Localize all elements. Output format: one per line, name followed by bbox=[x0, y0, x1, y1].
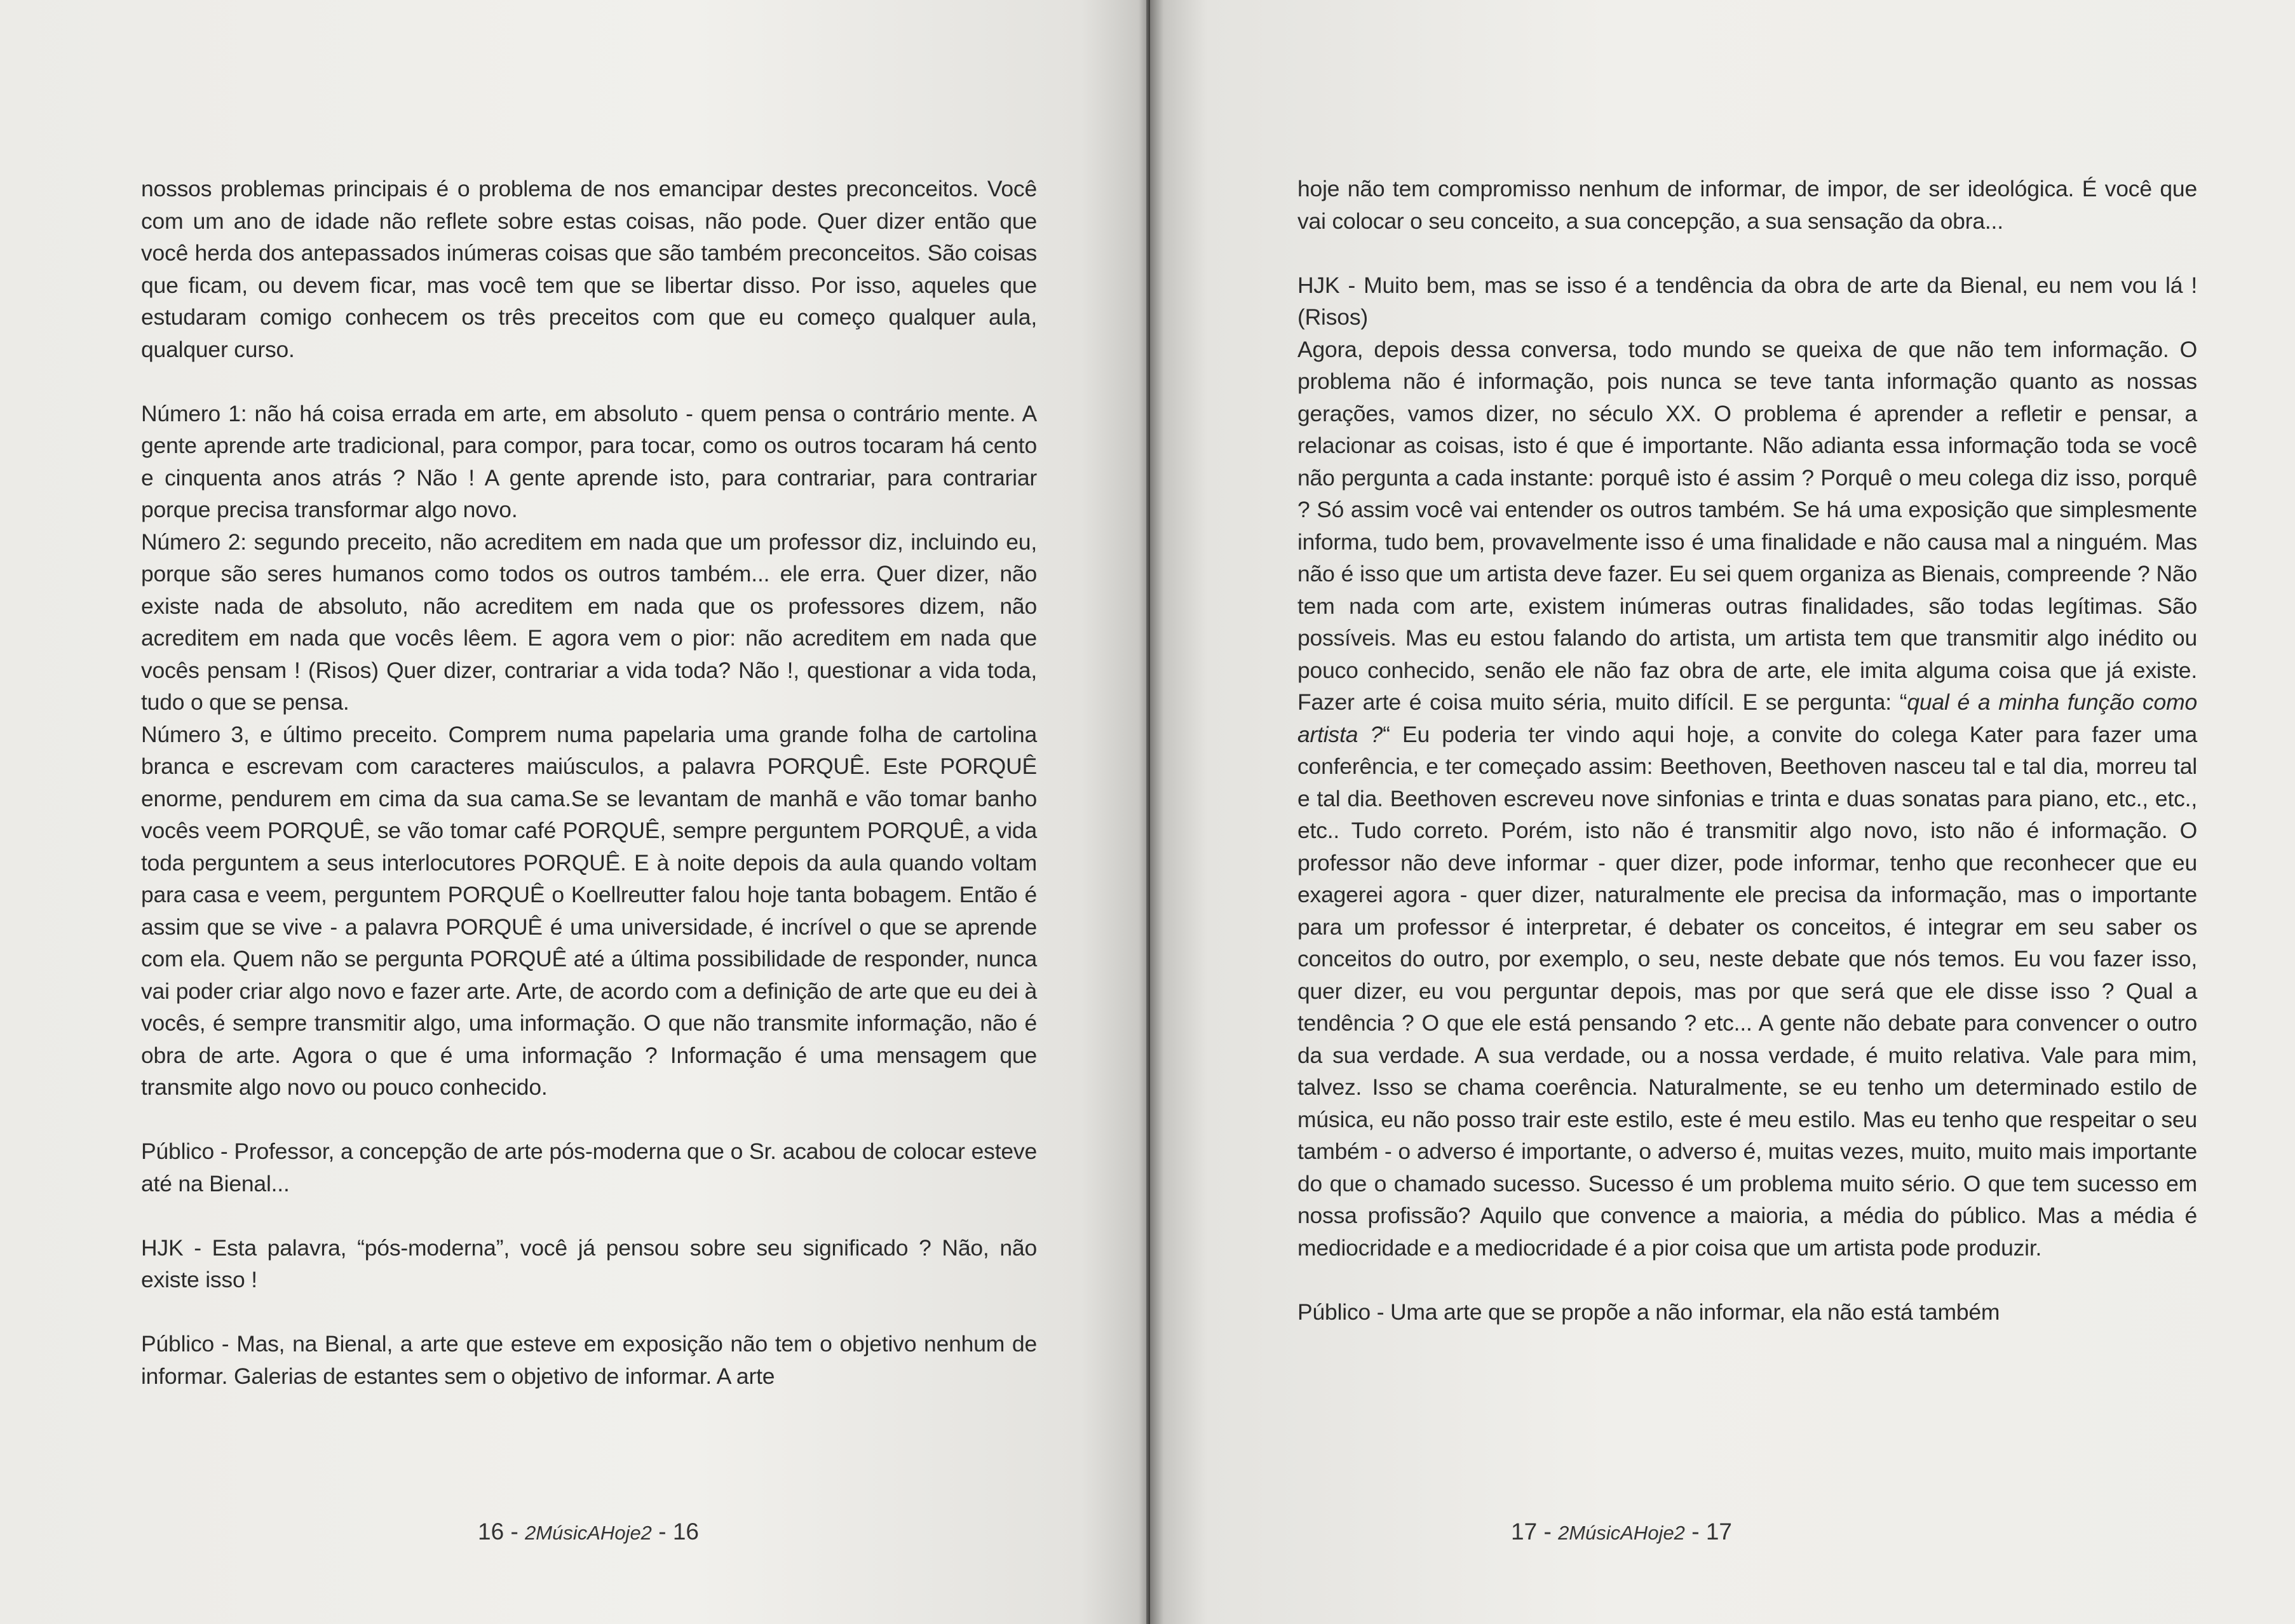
paragraph-text: “ Eu poderia ter vindo aqui hoje, a convite do colega Kater para fazer uma conferência, e ter começado assim: Beethoven, Beethoven nasceu tal e tal dia, morreu tal e tal dia. Beethoven escreveu nove sinfonias e trinta e duas sonatas para piano, etc., etc., etc.. Tudo correto. Porém, isto não é transmitir algo novo, isto não é informação. O professor não deve informar - quer dizer, pode informar, tenho que reconhecer que eu exagerei agora - quer dizer, naturalmente ele precisa da informação, mas o importante para um professor é interpretar, é debater os conceitos, é integrar em seu saber os conceitos do outro, por exemplo, o seu, neste debate que nós temos. Eu vou fazer isso, quer dizer, eu vou perguntar depois, mas por que será que ele disse isso ? Qual a tendência ? O que ele está pensando ? etc... A gente não debate para convencer o outro da sua verdade. A sua verdade, ou a nossa verdade, é muito relativa. Vale para mim, talvez. Isso se chama coerência. Naturalmente, se eu tenho um determinado estilo de música, eu não posso trair este estilo, este é meu estilo. Mas eu tenho que respeitar o seu também - o adverso é importante, o adverso é, muitas vezes, muito, muito mais importante do que o chamado sucesso. Sucesso é um problema muito sério. O que tem sucesso em nossa profissão? Aquilo que convence a maioria, a média do público. Mas a média é mediocridade e a mediocridade é a pior coisa que um artista pode produzir. bbox=[1297, 721, 2197, 1261]
right-page bbox=[1150, 0, 2295, 1624]
paragraph: Número 3, e último preceito. Comprem numa papelaria uma grande folha de cartolina branca e escrevam com caracteres maiúsculos, a palavra PORQUÊ. Este PORQUÊ enorme, pendurem em cima da sua cama.Se se levantam de manhã e vão tomar banho vocês veem PORQUÊ, se vão tomar café PORQUÊ, sempre perguntem PORQUÊ, a vida toda perguntem a seus interlocutores PORQUÊ. E à noite depois da aula quando voltam para casa e veem, perguntem PORQUÊ o Koellreutter falou hoje tanta bobagem. Então é assim que se vive - a palavra PORQUÊ é uma universidade, é incrível o que se aprende com ela. Quem não se pergunta PORQUÊ até a última possibilidade de responder, nunca vai poder criar algo novo e fazer arte. Arte, de acordo com a definição de arte que eu dei à vocês, é sempre transmitir algo, uma informação. O que não transmite informação, não é obra de arte. Agora o que é uma informação ? Informação é uma mensagem que transmite algo novo ou pouco conhecido. bbox=[141, 721, 1037, 1100]
page-number: 16 bbox=[672, 1519, 699, 1545]
page-number: 17 bbox=[1511, 1519, 1538, 1545]
paragraph-text: Agora, depois dessa conversa, todo mundo se queixa de que não tem informação. O problema não é informação, pois nunca se teve tanta informação quanto as nossas gerações, vamos dizer, no século XX. O problema é aprender a refletir e pensar, a relacionar as coisas, isto é que é importante. Não adianta essa informação toda se você não pergunta a cada instante: porquê isto é assim ? Porquê o meu colega diz isso, porquê ? Só assim você vai entender os outros também. Se há uma exposição que simplesmente informa, tudo bem, provavelmente isso é uma finalidade e não causa mal a ninguém. Mas não é isso que um artista deve fazer. Eu sei quem organiza as Bienais, compreende ? Não tem nada com arte, existem inúmeras outras finalidades, são todas legítimas. São possíveis. Mas eu estou falando do artista, um artista tem que transmitir algo inédito ou pouco conhecido, senão ele não faz obra de arte, ele imita alguma coisa que já existe. Fazer arte é coisa muito séria, muito difícil. E se pergunta: “ bbox=[1297, 336, 2197, 715]
page-number: 16 bbox=[478, 1519, 504, 1545]
paragraph bbox=[1297, 334, 2197, 1264]
running-title: 2MúsicAHoje2 bbox=[525, 1522, 652, 1544]
italic-quote: qual é a minha função como artista ? bbox=[1297, 689, 2197, 747]
paragraph: Número 1: não há coisa errada em arte, em absoluto - quem pensa o contrário mente. A gente aprende arte tradicional, para compor, para tocar, como os outros tocaram há cento e cinquenta anos atrás ? Não ! A gente aprende isto, para contrariar, para contrariar porque precisa transformar algo novo. bbox=[141, 400, 1037, 522]
paragraph: Público - Uma arte que se propõe a não informar, ela não está também bbox=[1297, 1299, 2000, 1325]
paragraph: hoje não tem compromisso nenhum de informar, de impor, de ser ideológica. É você que vai colocar o seu conceito, a sua concepção, a sua sensação da obra... bbox=[1297, 176, 2197, 234]
paragraph: Número 2: segundo preceito, não acreditem em nada que um professor diz, incluindo eu, porque são seres humanos como todos os outros também... ele erra. Quer dizer, não existe nada de absoluto, não acreditem em nada que os professores dizem, não acreditem em nada que vocês lêem. E agora vem o pior: não acreditem em nada que vocês pensam ! (Risos) Quer dizer, contrariar a vida toda? Não !, questionar a vida toda, tudo o que se pensa. bbox=[141, 529, 1037, 715]
paragraph: Público - Professor, a concepção de arte pós-moderna que o Sr. acabou de colocar esteve até na Bienal... bbox=[141, 1139, 1037, 1196]
paragraph: HJK - Esta palavra, “pós-moderna”, você já pensou sobre seu significado ? Não, não existe isso ! bbox=[141, 1235, 1037, 1292]
paragraph: Público - Mas, na Bienal, a arte que esteve em exposição não tem o objetivo nenhum de informar. Galerias de estantes sem o objetivo de informar. A arte bbox=[141, 1331, 1037, 1389]
paragraph: nossos problemas principais é o problema de nos emancipar destes preconceitos. Você com um ano de idade não reflete sobre estas coisas, não pode. Quer dizer então que você herda dos antepassados inúmeras coisas que são também preconceitos. São coisas que ficam, ou devem ficar, mas você tem que se libertar disso. Por isso, aqueles que estudaram comigo conhecem os três preceitos com que eu começo qualquer aula, qualquer curso. bbox=[141, 176, 1037, 362]
paragraph: HJK - Muito bem, mas se isso é a tendência da obra de arte da Bienal, eu nem vou lá ! (Risos) bbox=[1297, 272, 2197, 330]
left-page-text bbox=[141, 173, 1037, 1392]
right-page-text bbox=[1297, 173, 2197, 1328]
page-footer: 17 - 2MúsicAHoje2 - 17 bbox=[1511, 1519, 1732, 1545]
running-title: 2MúsicAHoje2 bbox=[1558, 1522, 1685, 1544]
page-footer: 16 - 2MúsicAHoje2 - 16 bbox=[478, 1519, 699, 1545]
page-number: 17 bbox=[1705, 1519, 1732, 1545]
